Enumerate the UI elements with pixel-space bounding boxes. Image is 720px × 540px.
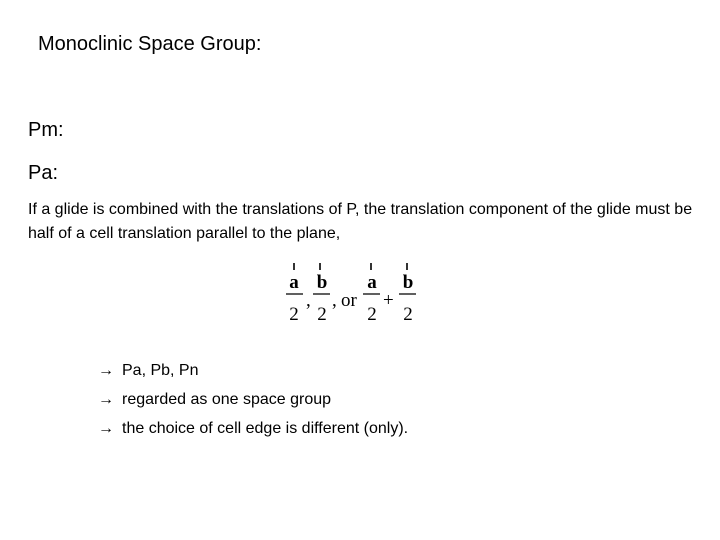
numerator-b1: b — [316, 272, 328, 293]
arrow-icon: → — [98, 362, 114, 379]
denominator-1: 2 — [289, 304, 299, 325]
comma-1: , — [306, 290, 311, 311]
arrow-icon: → — [98, 420, 114, 437]
pm-label: Pm: — [28, 119, 64, 141]
bullet-text: regarded as one space group — [122, 391, 332, 408]
pa-label: Pa: — [28, 162, 59, 184]
numerator-b2: b — [402, 272, 414, 293]
or-word: or — [341, 290, 357, 311]
bullet-list — [98, 356, 408, 443]
numerator-a1: a — [289, 272, 299, 293]
bullet-item — [98, 385, 408, 414]
denominator-3: 2 — [367, 304, 377, 325]
comma-2: , — [332, 290, 337, 311]
bullet-item — [98, 356, 408, 385]
translation-formula — [286, 262, 426, 328]
denominator-4: 2 — [403, 304, 413, 325]
plus-sign: + — [383, 290, 394, 311]
numerator-a2: a — [367, 272, 377, 293]
denominator-2: 2 — [317, 304, 327, 325]
bullet-item — [98, 414, 408, 443]
bullet-text: Pa, Pb, Pn — [122, 362, 199, 379]
bullet-text: the choice of cell edge is different (only). — [122, 420, 409, 437]
slide-title: Monoclinic Space Group: — [38, 33, 262, 55]
arrow-icon: → — [98, 391, 114, 408]
glide-paragraph: If a glide is combined with the translations of P, the translation component of the glide must be half of a cell translation parallel to the plane, — [28, 201, 693, 242]
